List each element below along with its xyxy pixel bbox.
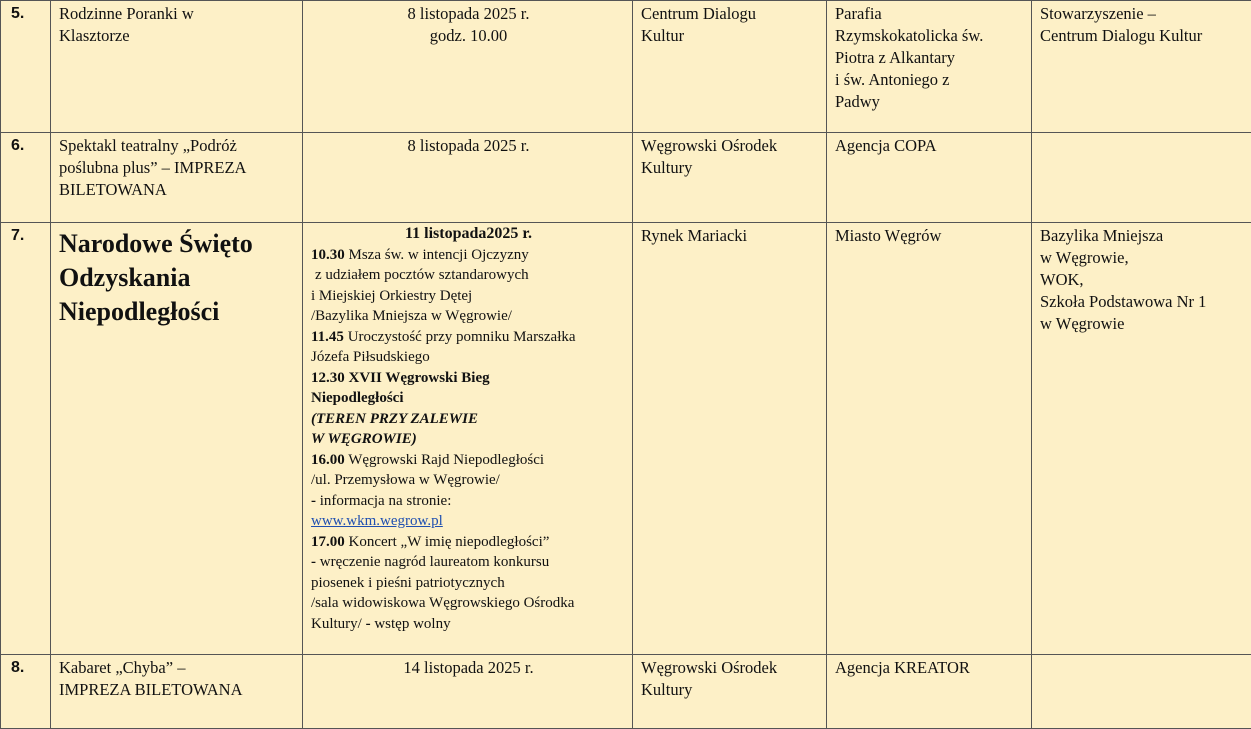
event-name: Narodowe Święto Odzyskania Niepodległości [51, 223, 303, 655]
event-name: Rodzinne Poranki w Klasztorze [51, 1, 303, 133]
event-program: 11 listopada2025 r. 10.30 Msza św. w intencji Ojczyzny z udziałem pocztów sztandarowych i Miejskiej Orkiestry Dętej /Bazylika Mniejsza w Węgrowie/ 11.45 Uroczystość przy pomniku Marszałka Józefa Piłsudskiego 12.30 XVII Węgrowski Bieg Niepodległości (TEREN PRZY ZALEWIE W WĘGROWIE) 16.00 Węgrowski Rajd Niepodległości /ul. Przemysłowa w Węgrowie/ - informacja na stronie: www.wkm.wegrow.pl 17.00 Koncert „W imię niepodległości” - wręczenie nagród laureatom konkursu piosenek i pieśni patriotycznych /sala widowiskowa Węgrowskiego Ośrodka Kultury/ - wstęp wolny [303, 223, 633, 655]
event-place: Centrum Dialogu Kultur [633, 1, 827, 133]
event-organizer: Agencja KREATOR [827, 655, 1032, 729]
event-coorganizer [1032, 655, 1251, 729]
event-name: Spektakl teatralny „Podróż poślubna plus” – IMPREZA BILETOWANA [51, 133, 303, 223]
event-date: 8 listopada 2025 r. [303, 133, 633, 223]
table-row [1, 223, 1251, 655]
table-row [1, 655, 1251, 729]
row-number: 5. [1, 1, 51, 133]
event-place: Rynek Mariacki [633, 223, 827, 655]
table-row [1, 1, 1251, 133]
event-organizer: Agencja COPA [827, 133, 1032, 223]
event-coorganizer: Stowarzyszenie – Centrum Dialogu Kultur [1032, 1, 1251, 133]
event-place: Węgrowski Ośrodek Kultury [633, 655, 827, 729]
event-coorganizer [1032, 133, 1251, 223]
row-number: 7. [1, 223, 51, 655]
table-row [1, 133, 1251, 223]
website-link[interactable]: www.wkm.wegrow.pl [311, 513, 443, 529]
event-organizer: Parafia Rzymskokatolicka św. Piotra z Alkantary i św. Antoniego z Padwy [827, 1, 1032, 133]
row-number: 8. [1, 655, 51, 729]
row-number: 6. [1, 133, 51, 223]
event-date: 14 listopada 2025 r. [303, 655, 633, 729]
event-date: 8 listopada 2025 r. godz. 10.00 [303, 1, 633, 133]
event-coorganizer: Bazylika Mniejsza w Węgrowie, WOK, Szkoła Podstawowa Nr 1 w Węgrowie [1032, 223, 1251, 655]
event-organizer: Miasto Węgrów [827, 223, 1032, 655]
event-name: Kabaret „Chyba” – IMPREZA BILETOWANA [51, 655, 303, 729]
event-place: Węgrowski Ośrodek Kultury [633, 133, 827, 223]
